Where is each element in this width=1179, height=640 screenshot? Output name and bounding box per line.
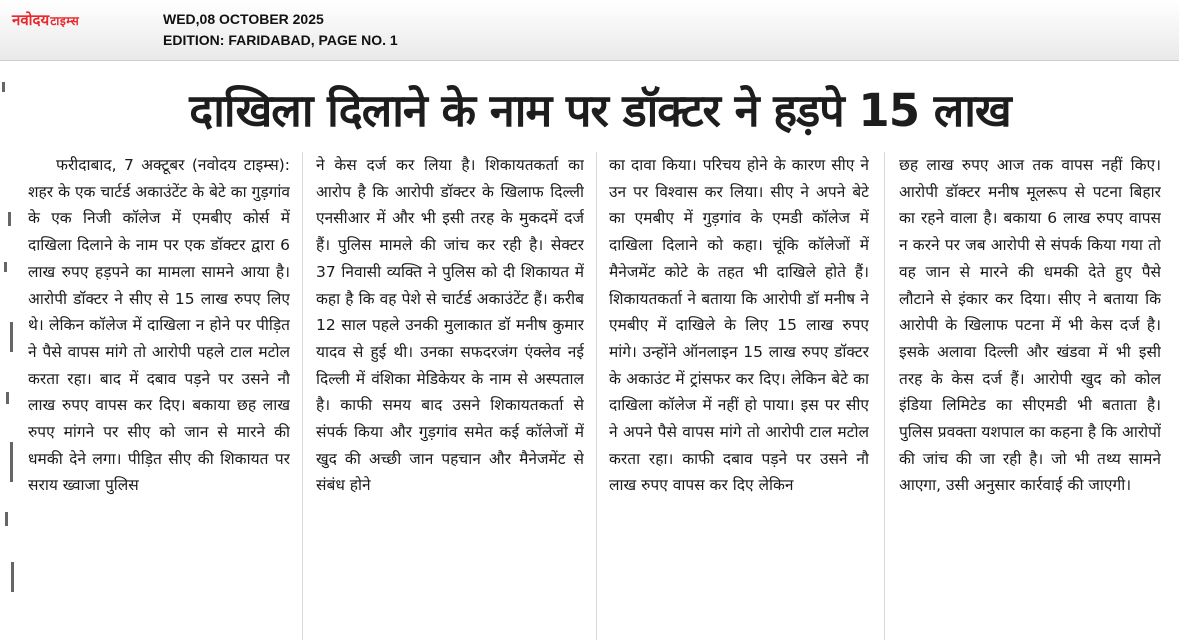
column-text: फरीदाबाद, 7 अक्टूबर (नवोदय टाइम्स): शहर के एक चार्टर्ड अकाउंटेंट के बेटे का गुड़गांव के एक निजी कॉलेज में एमबीए कोर्स में दाखिला दिलाने के नाम पर एक डॉक्टर द्वारा 6 लाख रुपए हड़पने का मामला सामने आया है। आरोपी डॉक्टर ने सीए से 15 लाख रुपए लिए थे। लेकिन कॉलेज में दाखिला न होने पर पीड़ित ने पैसे वापस मांगे तो आरोपी पहले टाल मटोल करता रहा। बाद में दबाव पड़ने पर उसने नौ लाख रुपए वापस कर दिए। बकाया छह लाख रुपए मांगने पर सीए को जान से मारने की धमकी देने लगा। पीड़ित सीए की शिकायत पर सराय ख्वाजा पुलिस	[28, 156, 290, 495]
column-divider	[884, 152, 885, 640]
article-column-4	[899, 152, 1161, 640]
masthead-bar	[0, 0, 1179, 61]
column-divider	[596, 152, 597, 640]
article-column-3	[609, 152, 869, 640]
article-column-1	[28, 152, 290, 640]
edition-line: EDITION: FARIDABAD, PAGE NO. 1	[163, 32, 398, 48]
column-divider	[302, 152, 303, 640]
adjacent-article-edge	[0, 62, 16, 640]
article-headline: दाखिला दिलाने के नाम पर डॉक्टर ने हड़पे 15 लाख	[189, 84, 1011, 137]
column-text: का दावा किया। परिचय होने के कारण सीए ने उन पर विश्वास कर लिया। सीए ने अपने बेटे का एमबीए में गुड़गांव के एमडी कॉलेज में दाखिला दिलाने को कहा। चूंकि कॉलेजों में मैनेजमेंट कोटे के तहत भी दाखिले होते हैं। शिकायतकर्ता ने बताया कि आरोपी डॉ मनीष ने एमबीए में दाखिले के लिए 15 लाख रुपए मांगे। उन्होंने ऑनलाइन 15 लाख रुपए डॉक्टर के अकाउंट में ट्रांसफर कर दिए। लेकिन बेटे का दाखिला कॉलेज में नहीं हो पाया। इस पर सीए ने अपने पैसे वापस मांगे तो आरोपी टाल मटोल करता रहा। काफी दबाव पड़ने पर उसने नौ लाख रुपए वापस कर दिए लेकिन	[609, 156, 869, 495]
edition-info	[163, 9, 398, 51]
column-text: छह लाख रुपए आज तक वापस नहीं किए। आरोपी डॉक्टर मनीष मूलरूप से पटना बिहार का रहने वाला है। बकाया 6 लाख रुपए वापस न करने पर जब आरोपी से संपर्क किया गया तो वह जान से मारने की धमकी देते हुए पैसे लौटाने से इंकार कर दिया। सीए ने बताया कि आरोपी के खिलाफ पटना में भी केस दर्ज है। इसके अलावा दिल्ली और खंडवा में भी इसी तरह के केस दर्ज हैं। आरोपी खुद को कोल इंडिया लिमिटेड का सीएमडी भी बताता है। पुलिस प्रवक्ता यशपाल का कहना है कि आरोपों की जांच की जा रही है। जो भी तथ्य सामने आएगा, उसी अनुसार कार्रवाई की जाएगी।	[899, 156, 1161, 495]
article-column-2	[316, 152, 584, 640]
date-line: WED,08 OCTOBER 2025	[163, 11, 324, 27]
column-text: ने केस दर्ज कर लिया है। शिकायतकर्ता का आरोप है कि आरोपी डॉक्टर के खिलाफ दिल्ली एनसीआर में और भी इसी तरह के मुकदमें दर्ज हैं। पुलिस मामले की जांच कर रही है। सेक्टर 37 निवासी व्यक्ति ने पुलिस को दी शिकायत में कहा है कि वह पेशे से चार्टर्ड अकाउंटेंट हैं। करीब 12 साल पहले उनकी मुलाकात डॉ मनीष कुमार यादव से हुई थी। उनका सफदरजंग एंक्लेव नई दिल्ली में वंशिका मेडिकेयर के नाम से अस्पताल है। काफी समय बाद उसने शिकायतकर्ता से संपर्क किया और गुड़गांव समेत कई कॉलेजों में खुद की अच्छी जान पहचान और मैनेजमेंट से संबंध होने	[316, 156, 584, 495]
newspaper-logo[interactable]	[12, 10, 79, 30]
logo-main-text: नवोदय	[12, 11, 50, 29]
logo-sub-text: टाइम्स	[50, 14, 80, 28]
